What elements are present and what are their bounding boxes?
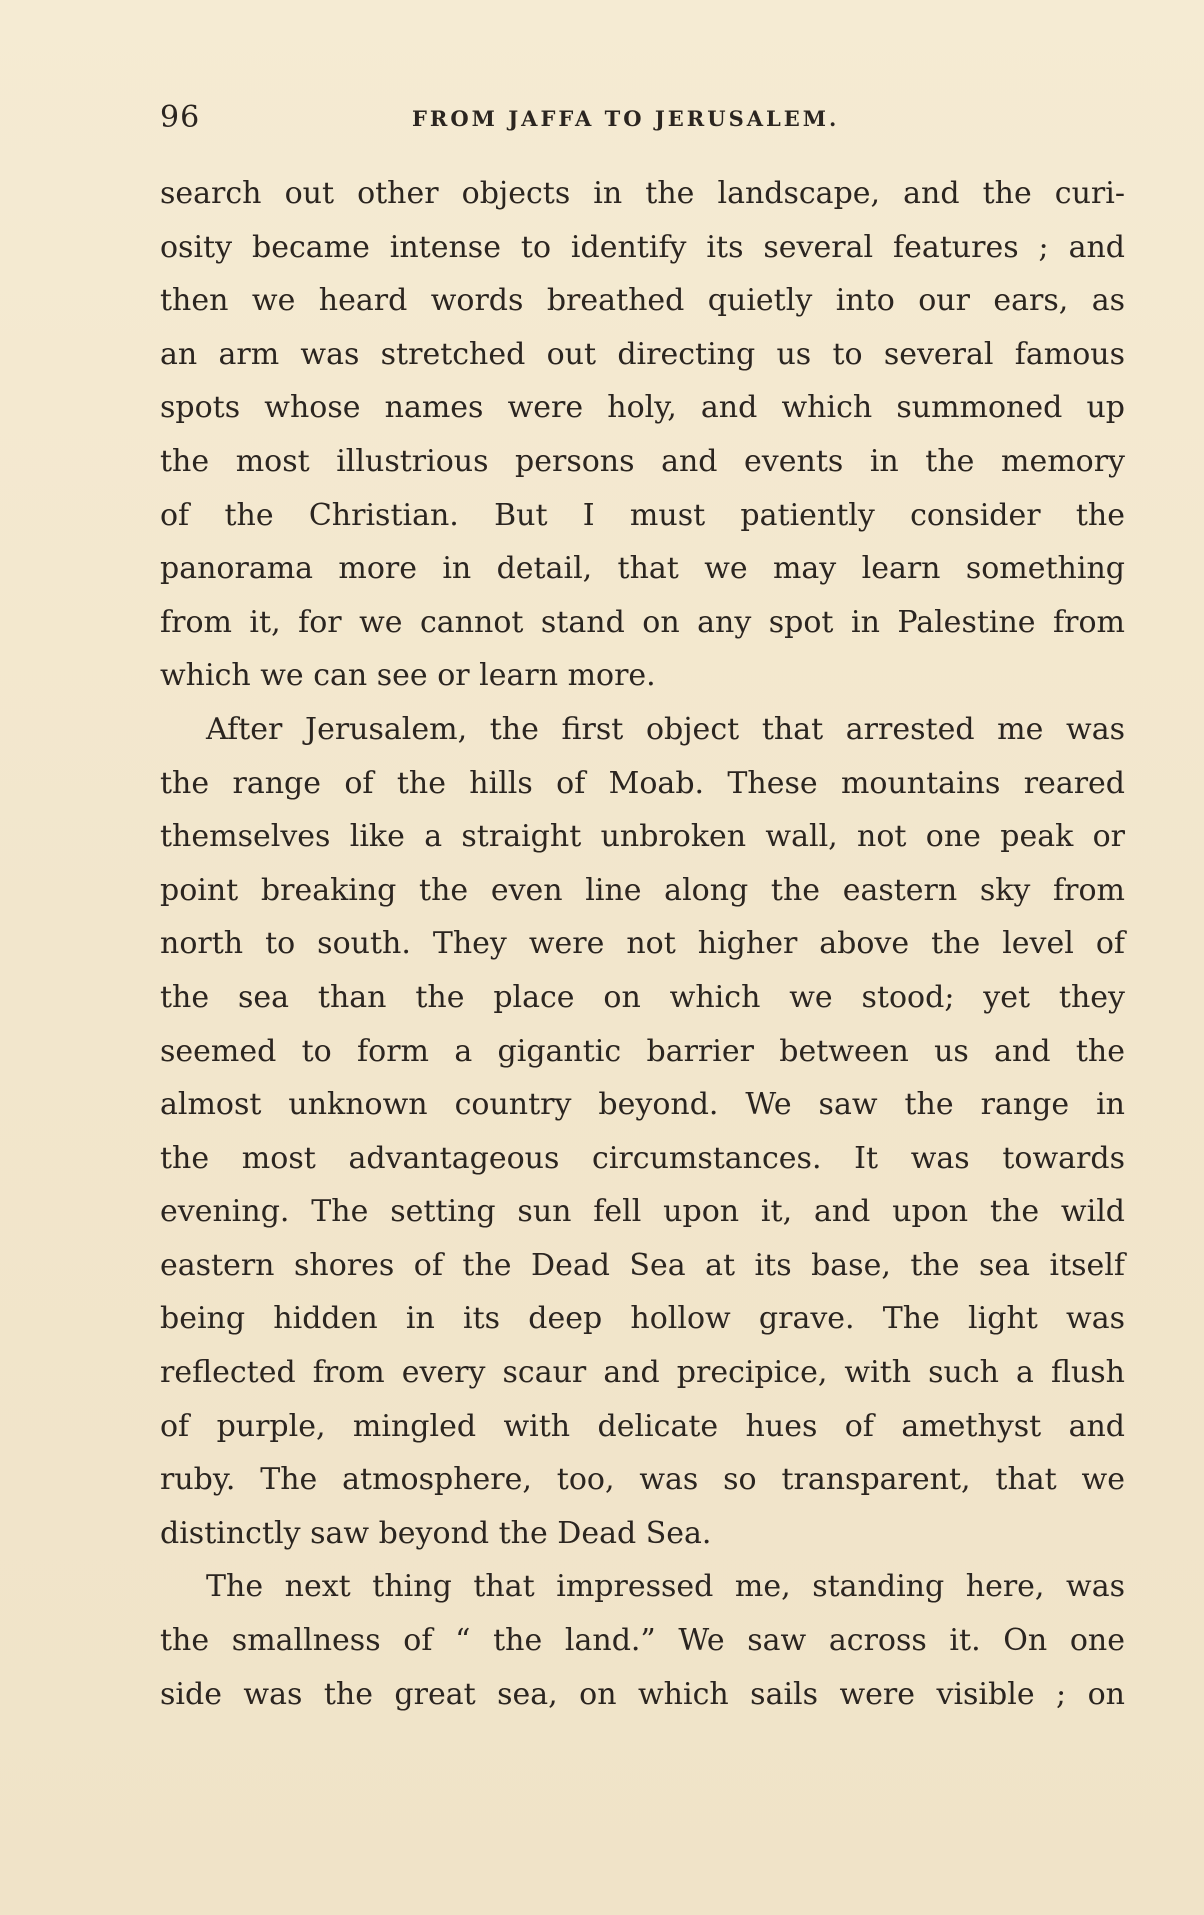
text-line: the most illustrious persons and events in the memory xyxy=(160,443,1125,479)
running-head: FROM JAFFA TO JERUSALEM. xyxy=(412,106,840,131)
text-line: almost unknown country beyond. We saw the range in xyxy=(160,1087,1125,1123)
text-line: evening. The setting sun fell upon it, and upon the wild xyxy=(160,1194,1125,1230)
text-line: themselves like a straight unbroken wall, not one peak or xyxy=(160,819,1125,855)
text-line: which we can see or learn more. xyxy=(160,658,656,694)
text-line: The next thing that impressed me, standing here, was xyxy=(206,1569,1125,1605)
text-line: search out other objects in the landscape, and the curi- xyxy=(160,176,1125,211)
text-line: the smallness of “ the land.” We saw across it. On one xyxy=(160,1623,1125,1659)
text-line: the sea than the place on which we stood; yet they xyxy=(160,979,1125,1015)
text-line: seemed to form a gigantic barrier between us and the xyxy=(160,1033,1125,1069)
page-header xyxy=(160,100,1120,140)
text-line: of the Christian. But I must patiently consider the xyxy=(160,497,1125,533)
text-line: then we heard words breathed quietly into our ears, as xyxy=(160,283,1125,319)
paragraph-3 xyxy=(160,1560,1125,1721)
text-line: an arm was stretched out directing us to several famous xyxy=(160,336,1125,372)
text-line: osity became intense to identify its several features ; and xyxy=(160,229,1125,265)
text-line: from it, for we cannot stand on any spot in Palestine from xyxy=(160,604,1125,640)
paragraph-1 xyxy=(160,167,1125,703)
text-line: side was the great sea, on which sails were visible ; on xyxy=(160,1676,1125,1712)
text-line: ruby. The atmosphere, too, was so transparent, that we xyxy=(160,1462,1125,1498)
body-text xyxy=(160,167,1125,1721)
text-line: the range of the hills of Moab. These mountains reared xyxy=(160,765,1125,801)
text-line: of purple, mingled with delicate hues of amethyst and xyxy=(160,1408,1125,1444)
text-line: eastern shores of the Dead Sea at its base, the sea itself xyxy=(160,1247,1125,1283)
text-line: point breaking the even line along the eastern sky from xyxy=(160,872,1125,908)
text-line: distinctly saw beyond the Dead Sea. xyxy=(160,1515,712,1551)
paragraph-2 xyxy=(160,703,1125,1561)
page-number: 96 xyxy=(160,100,201,135)
text-line: After Jerusalem, the first object that arrested me was xyxy=(206,711,1125,747)
text-line: the most advantageous circumstances. It was towards xyxy=(160,1140,1125,1176)
text-line: reflected from every scaur and precipice, with such a flush xyxy=(160,1355,1125,1391)
text-line: panorama more in detail, that we may learn something xyxy=(160,551,1125,587)
text-line: spots whose names were holy, and which summoned up xyxy=(160,390,1125,426)
text-line: being hidden in its deep hollow grave. The light was xyxy=(160,1301,1125,1337)
text-line: north to south. They were not higher above the level of xyxy=(160,926,1125,962)
